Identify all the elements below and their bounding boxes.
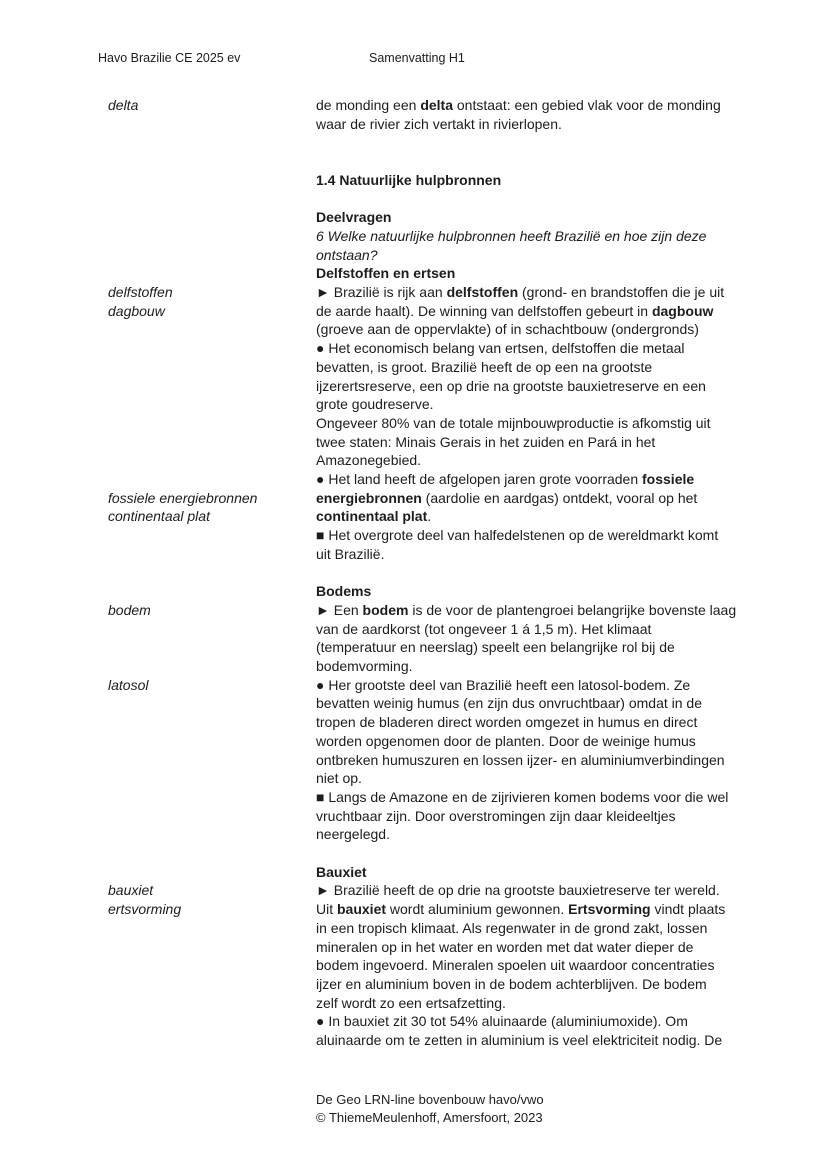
text-segment: (grond- en brandstoffen die je uit (518, 284, 725, 300)
text-segment: Uit (316, 901, 337, 918)
paragraph (316, 414, 728, 470)
margin-keyword (108, 96, 313, 115)
text-line (316, 919, 728, 938)
text-segment: . (427, 508, 432, 525)
text-line (316, 414, 728, 433)
paragraph (316, 526, 728, 563)
text-line (316, 470, 728, 489)
text-segment: in een tropisch klimaat. Als regenwater in de grond zakt, lossen (316, 919, 708, 936)
text-segment: tropen de bladeren direct worden omgezet in humus en direct (316, 714, 698, 731)
key-term: bodem (362, 601, 409, 618)
key-term: delta (420, 97, 453, 113)
text-line (316, 694, 728, 713)
margin-keyword (108, 676, 313, 695)
text-segment: ontstaan? (316, 246, 378, 263)
key-term: Ertsvorming (568, 901, 651, 918)
paragraph (316, 339, 728, 414)
text-line (316, 451, 728, 470)
paragraph (108, 881, 728, 1012)
footer-series-name: De Geo LRN-line bovenbouw havo/vwo (316, 1092, 544, 1107)
text-line (316, 825, 728, 844)
paragraph (108, 676, 728, 788)
text-segment: vindt plaats (650, 901, 726, 918)
key-term: bauxiet (337, 901, 387, 918)
heading-text: Bodems (316, 583, 372, 600)
text-line (316, 807, 728, 826)
blank-space (316, 564, 728, 583)
text-line (316, 1031, 728, 1050)
header-document-title: Samenvatting H1 (369, 51, 465, 65)
text-segment: ■ Het overgrote deel van halfedelstenen op de wereldmarkt komt (316, 527, 719, 544)
text-segment: is de voor de plantengroei belangrijke bovenste laag (408, 601, 737, 618)
text-line (316, 96, 728, 115)
text-line (316, 489, 728, 508)
text-line (316, 320, 728, 339)
text-line (316, 283, 728, 302)
text-line (316, 507, 728, 526)
text-line (316, 620, 728, 639)
text-segment: ijzerertsreserve, een op drie na grootste bauxietreserve en een (316, 377, 706, 394)
key-term: continentaal plat (316, 508, 428, 525)
text-segment: ● Het economisch belang van ertsen, delfstoffen die metaal (316, 340, 685, 357)
margin-keyword-label: fossiele energiebronnen (108, 489, 258, 506)
page-footer (316, 1091, 544, 1127)
margin-keyword (108, 489, 313, 526)
text-line (316, 994, 728, 1013)
text-line (316, 769, 728, 788)
text-segment: ijzer en aluminium boven in de bodem achterblijven. De bodem (316, 975, 707, 992)
text-segment: mineralen op in het water en worden met dat water dieper de (316, 938, 694, 955)
text-line (316, 713, 728, 732)
text-segment: uit Brazilië. (316, 545, 385, 562)
paragraph (108, 470, 728, 526)
footer-copyright: © ThiemeMeulenhoff, Amersfoort, 2023 (316, 1110, 543, 1125)
margin-keyword-label: continentaal plat (108, 508, 210, 525)
section-heading (316, 264, 728, 283)
text-line (316, 638, 728, 657)
text-segment: (aardolie en aardgas) ontdekt, vooral op het (421, 489, 698, 506)
text-segment: bevatten, is groot. Brazilië heeft de op een na grootste (316, 358, 653, 375)
margin-keyword-label: bodem (108, 601, 151, 618)
text-segment: ontbreken humuszuren en lossen ijzer- en aluminiumverbindingen (316, 751, 725, 768)
blank-space (316, 844, 728, 863)
paragraph (316, 788, 728, 844)
text-line (316, 358, 728, 377)
paragraph (108, 601, 737, 676)
text-segment: twee staten: Minais Gerais in het zuiden en Pará in het (316, 433, 656, 450)
key-term: fossiele (642, 471, 695, 488)
document-body (108, 96, 737, 1050)
section-heading (316, 863, 728, 882)
text-segment: van de aardkorst (tot ongeveer 1 á 1,5 m). Het klimaat (316, 620, 652, 637)
text-segment: zelf wordt zo een ertsafzetting. (316, 994, 506, 1011)
text-segment: grote goudreserve. (316, 396, 434, 413)
margin-keyword-label: delfstoffen (108, 284, 173, 300)
text-line (316, 732, 728, 751)
section-heading (316, 171, 728, 190)
section-heading (316, 582, 728, 601)
text-line (316, 339, 728, 358)
margin-keyword (108, 881, 313, 918)
paragraph (108, 283, 728, 339)
text-line (316, 545, 728, 564)
text-segment: aluinaarde om te zetten in aluminium is veel elektriciteit nodig. De (316, 1032, 723, 1049)
text-segment: bodem ingevoerd. Mineralen spoelen uit waardoor concentraties (316, 957, 715, 974)
margin-keyword-label: latosol (108, 676, 149, 693)
paragraph (316, 227, 728, 264)
paragraph (316, 1012, 728, 1049)
text-segment: neergelegd. (316, 826, 390, 843)
text-segment: bodemvorming. (316, 658, 413, 675)
text-line (316, 788, 728, 807)
text-line (316, 433, 728, 452)
text-segment: bevatten weinig humus (en zijn dus onvruchtbaar) omdat in de (316, 695, 702, 712)
text-segment: ■ Langs de Amazone en de zijrivieren komen bodems voor die wel (316, 788, 729, 805)
margin-keyword-label: ertsvorming (108, 901, 182, 918)
text-segment: wordt aluminium gewonnen. (386, 901, 569, 918)
key-term: delfstoffen (446, 284, 519, 300)
text-segment: Amazonegebied. (316, 452, 422, 469)
heading-text: Bauxiet (316, 863, 367, 880)
section-heading (316, 208, 728, 227)
text-segment: de monding een (316, 97, 421, 113)
text-line (316, 956, 728, 975)
text-line (316, 657, 728, 676)
text-line (316, 881, 728, 900)
text-segment: (temperatuur en neerslag) speelt een belangrijke rol bij de (316, 639, 675, 656)
text-segment: ● In bauxiet zit 30 tot 54% aluinaarde (aluminiumoxide). Om (316, 1013, 688, 1030)
text-segment: de aarde haalt). De winning van delfstoffen gebeurt in (316, 302, 652, 319)
text-line (316, 115, 728, 134)
text-segment: ● Her grootste deel van Brazilië heeft een latosol-bodem. Ze (316, 676, 691, 693)
margin-keyword-label: delta (108, 97, 139, 113)
text-line (316, 975, 728, 994)
text-line (316, 302, 728, 321)
text-segment: ► Brazilië is rijk aan (316, 284, 447, 300)
blank-space (316, 190, 728, 209)
text-line (316, 246, 728, 265)
text-segment: niet op. (316, 770, 362, 787)
text-segment: worden opgenomen door de planten. Door de weinige humus (316, 732, 696, 749)
text-segment: ► Een (316, 601, 363, 618)
text-segment: ● Het land heeft de afgelopen jaren grote voorraden (316, 471, 643, 488)
text-segment: (groeve aan de oppervlakte) of in schachtbouw (ondergronds) (316, 321, 699, 338)
text-line (316, 676, 728, 695)
text-segment: ► Brazilië heeft de op drie na grootste bauxietreserve ter wereld. (316, 882, 720, 899)
text-line (316, 900, 728, 919)
key-term: dagbouw (651, 302, 714, 319)
key-term: energiebronnen (316, 489, 422, 506)
blank-space (316, 133, 728, 170)
text-line (316, 938, 728, 957)
margin-keyword-label: bauxiet (108, 882, 154, 899)
paragraph (108, 96, 728, 133)
margin-keyword-label: dagbouw (108, 302, 165, 319)
text-line (316, 526, 728, 545)
text-segment: 6 Welke natuurlijke hulpbronnen heeft Brazilië en hoe zijn deze (316, 227, 707, 244)
margin-keyword (108, 601, 313, 620)
text-line (316, 1012, 728, 1031)
text-segment: waar de rivier zich vertakt in rivierlopen. (316, 115, 562, 132)
heading-text: Deelvragen (316, 209, 392, 226)
text-segment: vruchtbaar zijn. Door overstromingen zijn daar kleideeltjes (316, 807, 676, 824)
heading-text: 1.4 Natuurlijke hulpbronnen (316, 171, 502, 188)
margin-keyword (108, 283, 313, 320)
header-course-title: Havo Brazilie CE 2025 ev (98, 51, 241, 65)
text-line (316, 227, 728, 246)
heading-text: Delfstoffen en ertsen (316, 265, 456, 282)
text-line (316, 751, 728, 770)
text-line (316, 601, 737, 620)
text-line (316, 395, 728, 414)
text-line (316, 377, 728, 396)
text-segment: Ongeveer 80% van de totale mijnbouwproductie is afkomstig uit (316, 414, 711, 431)
text-segment: ontstaat: een gebied vlak voor de monding (453, 97, 721, 113)
